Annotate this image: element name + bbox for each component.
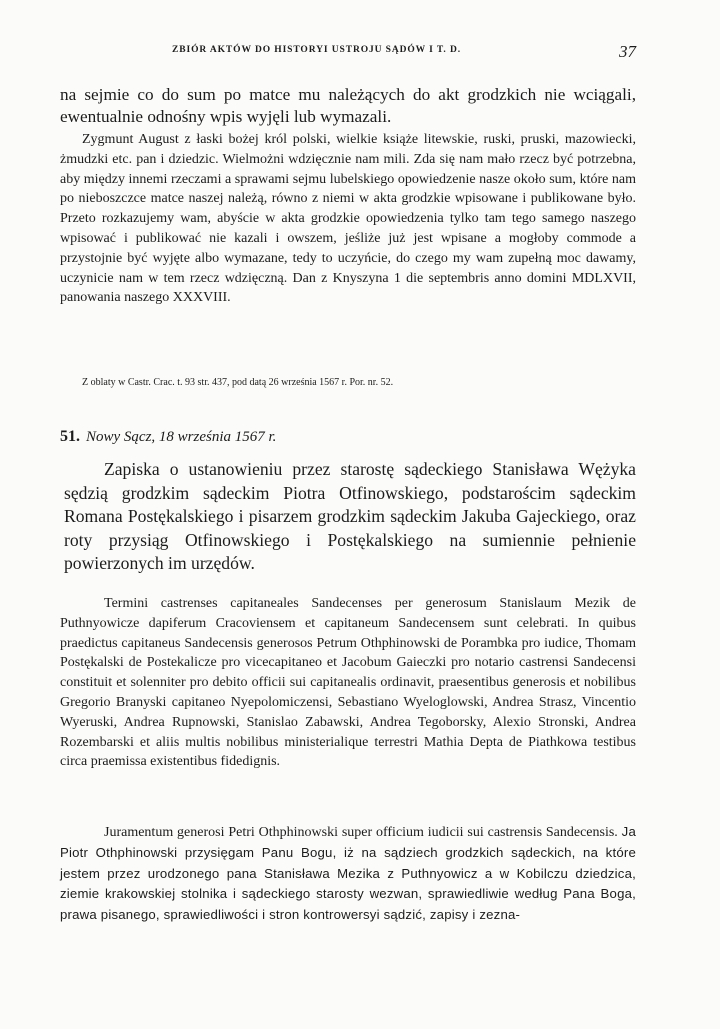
entry-place-date: Nowy Sącz, 18 września 1567 r.	[86, 429, 277, 445]
running-title: ZBIÓR AKTÓW DO HISTORYI USTROJU SĄDÓW I T. D.	[172, 45, 461, 55]
oath-latin-heading: Juramentum generosi Petri Othphinowski super officium iudicii sui castrensis Sandecensis.	[104, 825, 618, 840]
page-number: 37	[619, 42, 636, 61]
oath-paragraph	[60, 822, 636, 926]
opening-paragraph: na sejmie co do sum po matce mu należących do akt grodzkich nie wciągali, ewentualnie odnośny wpis wyjęli lub wymazali.	[60, 85, 636, 126]
entry-heading	[60, 427, 636, 447]
royal-decree-paragraph: Zygmunt August z łaski bożej król polski, wielkie książe litewskie, ruski, pruski, mazowiecki, żmudzki etc. pan i dziedzic. Wielmożni wdzięcznie nam mili. Zda się nam mało rzecz być potrzebna, aby między innemi rzeczami a sprawami sejmu lubelskiego opowiedzenie nasze około sum, które nam po nieboszczce matce naszej należą, równo z niemi w akta grodzkie wpisowane i publikowane było. Przeto rozkazujemy wam, abyście w akta grodzkie opowiedzenia tylko tam tego samego naszego wpisować i publikować nie kazali i owszem, jeśliże już jest wpisane a mogłoby commode a przystojnie być wyjęte albo wymazane, tedy to uczyńcie, do czego my wam zupełną moc dawamy, uczynicie nam w tem rzecz wdzięczną. Dan z Knyszyna 1 die septembris anno domini MDLXVII, panowania naszego XXXVIII.	[60, 132, 636, 306]
source-note: Z oblaty w Castr. Crac. t. 93 str. 437, pod datą 26 września 1567 r. Por. nr. 52.	[82, 377, 394, 388]
page-header	[60, 42, 636, 62]
latin-record-paragraph: Termini castrenses capitaneales Sandecenses per generosum Stanislaum Mezik de Puthnyowicze dapiferum Cracoviensem et capitaneum Sandecensem sunt celebrati. In quibus praedictus capitaneus Sandecensis generosos Petrum Othphinowski de Porambka pro iudice, Thomam Postękalski de Postekalicze pro vicecapitaneo et Jacobum Gaieczki pro notario castrensi Sandecensi constituit et solenniter pro debito officii sui capitanealis ordinavit, praesentibus generosis et nobilibus Gregorio Branyski capitaneo Nyepolomiczensi, Sebastiano Wyeloglowski, Andrea Strasz, Vincentio Wyeruski, Andrea Rupnowski, Stanislao Zabawski, Andrea Tegoborsky, Alexio Stronski, Andrea Rozembarski et aliis multis nobilibus ministerialique terrestri Mathia Depta de Piathkowa testibus circa praemissa existentibus fidedignis.	[60, 596, 636, 770]
entry-number: 51.	[60, 428, 80, 445]
entry-summary: Zapiska o ustanowieniu przez starostę sądeckiego Stanisława Wężyka sędzią grodzkim sądeckim Piotra Otfinowskiego, podstarościm sądeckim Romana Postękalskiego i pisarzem grodzkim sądeckim Jakuba Gajeckiego, oraz roty przysiąg Otfinowskiego i Postękalskiego na sumiennie pełnienie powierzonych im urzędów.	[64, 459, 636, 573]
oath-polish-text: Ja Piotr Othphinowski przysięgam Panu Bogu, iż na sądziech grodzkich sądeckich, na które jestem przez urodzonego pana Stanisława Mezika z Puthnyowicz a w Kobilczu dziedzica, ziemie krakowskiej stolnika i sądeckiego starosty wezwan, sprawiedliwie według Pana Boga, prawa pisanego, sprawiedliwości i stron kontrowersyi sądzić, zapisy i zezna-	[60, 824, 636, 923]
